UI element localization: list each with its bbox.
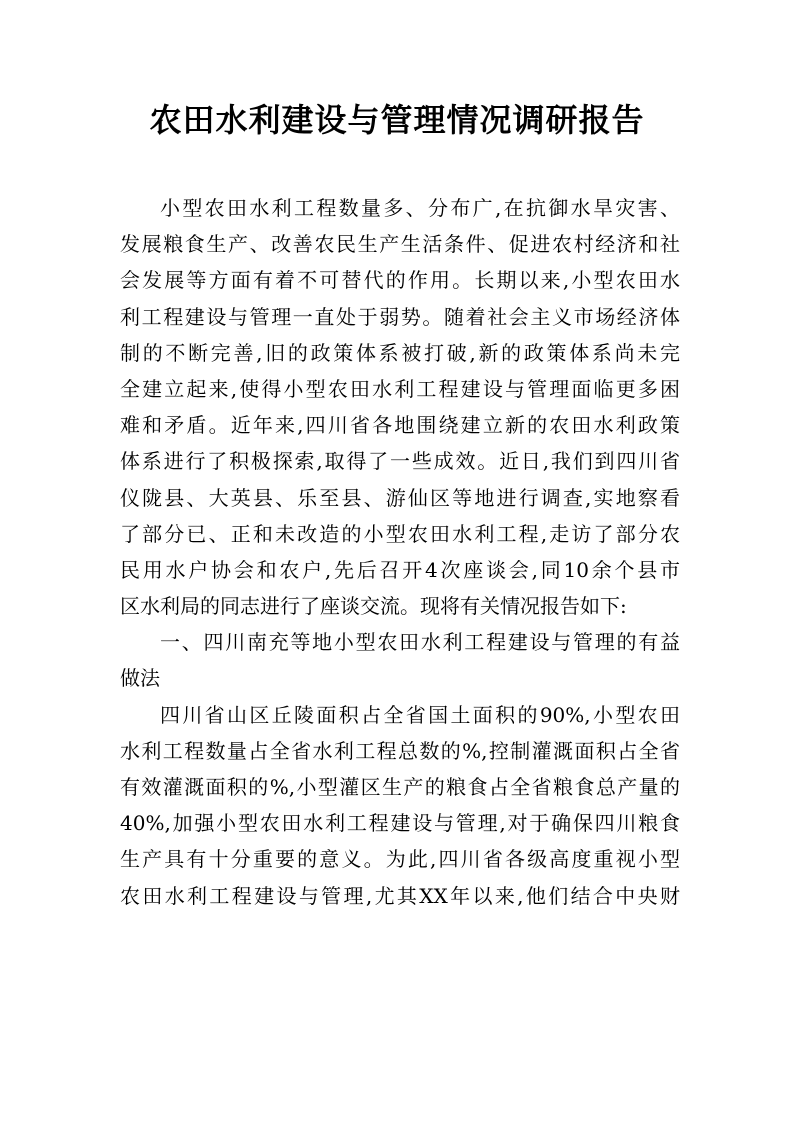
paragraph-line: 民用水户协会和农户,先后召开4次座谈会,同10余个县市: [120, 557, 680, 582]
document-title: 农田水利建设与管理情况调研报告: [149, 101, 645, 139]
paragraph-line: 有效灌溉面积的%,小型灌区生产的粮食占全省粮食总产量的: [120, 775, 680, 799]
paragraph-line: 仪陇县、大英县、乐至县、游仙区等地进行调查,实地察看: [120, 485, 680, 510]
document-body: [120, 190, 680, 914]
paragraph-line: 农田水利工程建设与管理,尤其XX年以来,他们结合中央财: [120, 883, 680, 908]
paragraph-line: 全建立起来,使得小型农田水利工程建设与管理面临更多困: [120, 376, 680, 401]
paragraph-line: 体系进行了积极探索,取得了一些成效。近日,我们到四川省: [120, 449, 680, 474]
paragraph-line: 40%,加强小型农田水利工程建设与管理,对于确保四川粮食: [120, 811, 680, 836]
paragraph-line: 了部分已、正和未改造的小型农田水利工程,走访了部分农: [120, 521, 680, 546]
paragraph-line: 发展粮食生产、改善农民生产生活条件、促进农村经济和社: [120, 232, 680, 257]
paragraph-line: 制的不断完善,旧的政策体系被打破,新的政策体系尚未完: [120, 340, 680, 365]
section-heading-line: 做法: [120, 666, 160, 691]
paragraph-line: 小型农田水利工程数量多、分布广,在抗御水旱灾害、: [160, 196, 680, 220]
paragraph-line: 生产具有十分重要的意义。为此,四川省各级高度重视小型: [120, 847, 680, 872]
paragraph-line: 难和矛盾。近年来,四川省各地围绕建立新的农田水利政策: [120, 413, 680, 438]
paragraph-line: 会发展等方面有着不可替代的作用。长期以来,小型农田水: [120, 268, 680, 293]
paragraph-line: 水利工程数量占全省水利工程总数的%,控制灌溉面积占全省: [120, 738, 680, 763]
paragraph-line: 四川省山区丘陵面积占全省国土面积的90%,小型农田: [160, 702, 680, 727]
section-heading-line: 一、四川南充等地小型农田水利工程建设与管理的有益: [160, 630, 680, 655]
paragraph-line: 区水利局的同志进行了座谈交流。现将有关情况报告如下:: [120, 594, 627, 619]
paragraph-line: 利工程建设与管理一直处于弱势。随着社会主义市场经济体: [120, 304, 680, 329]
